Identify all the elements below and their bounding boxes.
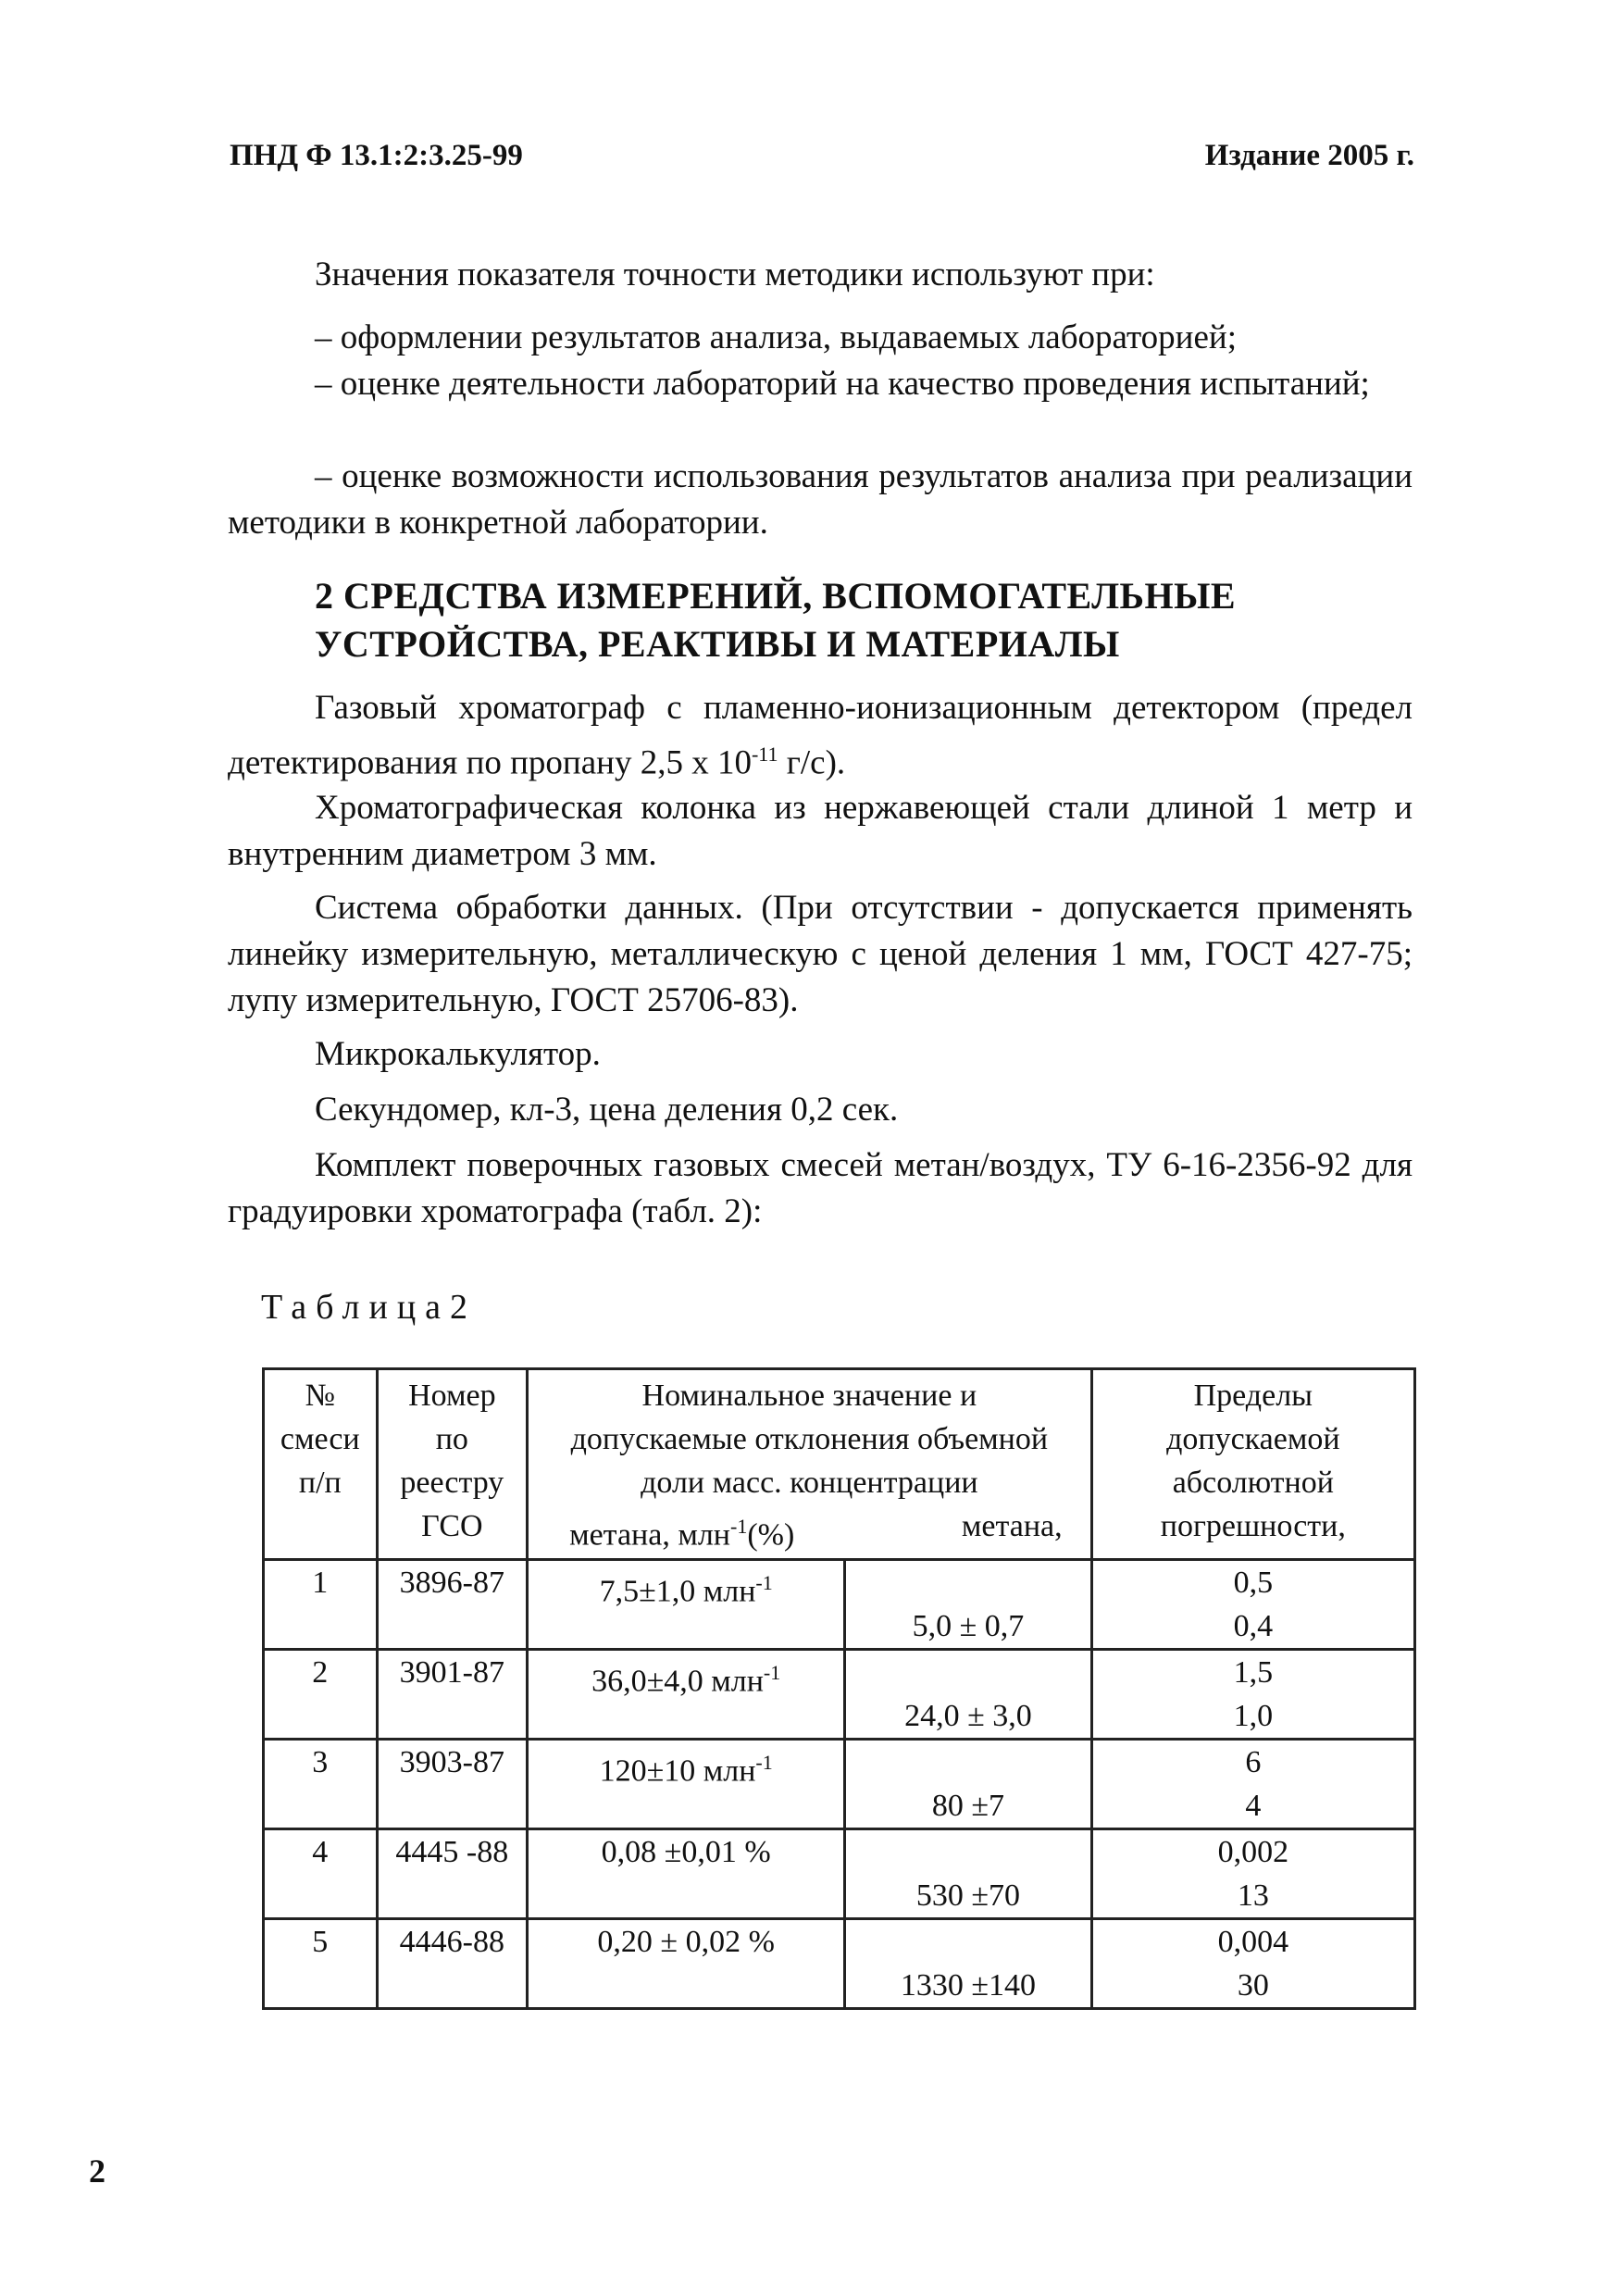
- gas-mixtures-paragraph: Комплект поверочных газовых смесей метан/воздух, ТУ 6-16-2356-92 для градуировки хроматографа (табл. 2):: [228, 1146, 1413, 1230]
- cell-gso: 4446-88: [377, 1919, 527, 2009]
- cell-number: 2: [264, 1650, 378, 1740]
- document-code: ПНД Ф 13.1:2:3.25-99: [230, 139, 523, 172]
- table-row: [264, 1650, 1415, 1740]
- header-gso-number: Номер по реестру ГСО: [377, 1369, 527, 1560]
- cell-volume: 7,5±1,0 млн$^{-1}$: [528, 1560, 845, 1650]
- header-nominal-value: Номинальное значение и допускаемые отклонения объемной доли масс. концентрации метана, млн$^{-1}$(%) метана,: [528, 1369, 1092, 1560]
- cell-volume: 0,20 ± 0,02 %: [528, 1919, 845, 2009]
- header-mass-subcolumn: метана,: [961, 1509, 1063, 1543]
- cell-mass: 530 ±70: [845, 1829, 1091, 1919]
- cell-mass: 80 ±7: [845, 1740, 1091, 1829]
- cell-error: 1,5 1,0: [1091, 1650, 1414, 1740]
- cell-error: 6 4: [1091, 1740, 1414, 1829]
- gso-table: [262, 1367, 1416, 2010]
- column-paragraph: Хроматографическая колонка из нержавеющей стали длиной 1 метр и внутренним диаметром 3 мм.: [228, 789, 1413, 873]
- data-system-paragraph: Система обработки данных. (При отсутствии - допускается применять линейку измерительную, металлическую с ценой деления 1 мм, ГОСТ 427-75; лупу измерительную, ГОСТ 25706-83).: [228, 889, 1413, 1019]
- cell-volume: 120±10 млн$^{-1}$: [528, 1740, 845, 1829]
- table-caption: Таблица2: [261, 1288, 478, 1327]
- intro-list-item-1: – оформлении результатов анализа, выдаваемых лабораторией;: [315, 318, 1237, 356]
- intro-list-item-2: – оценке деятельности лабораторий на качество проведения испытаний;: [315, 365, 1370, 403]
- intro-paragraph: Значения показателя точности методики используют при:: [315, 256, 1155, 293]
- chromatograph-exponent: -11: [751, 742, 778, 766]
- cell-mass: 24,0 ± 3,0: [845, 1650, 1091, 1740]
- table-row: [264, 1740, 1415, 1829]
- cell-volume: 0,08 ±0,01 %: [528, 1829, 845, 1919]
- chromatograph-text: Газовый хроматограф с пламенно-ионизационным детектором (предел детектирования по пропану 2,5 х 10: [228, 689, 1413, 782]
- header-volume-subcolumn: метана, млн$^{-1}$(%): [569, 1515, 795, 1553]
- cell-number: 1: [264, 1560, 378, 1650]
- cell-number: 3: [264, 1740, 378, 1829]
- cell-mass: 1330 ±140: [845, 1919, 1091, 2009]
- page-number: 2: [89, 2152, 106, 2190]
- table-row: [264, 1560, 1415, 1650]
- calculator-paragraph: Микрокалькулятор.: [315, 1035, 601, 1073]
- header-error-limits: Пределы допускаемой абсолютной погрешности,: [1091, 1369, 1414, 1560]
- cell-gso: 3903-87: [377, 1740, 527, 1829]
- table-row: [264, 1829, 1415, 1919]
- intro-list-item-3: – оценке возможности использования результатов анализа при реализации методики в конкретной лаборатории.: [228, 457, 1413, 542]
- chromatograph-text-end: г/с).: [778, 743, 846, 782]
- table-row: [264, 1919, 1415, 2009]
- section-heading-line-2: УСТРОЙСТВА, РЕАКТИВЫ И МАТЕРИАЛЫ: [315, 623, 1120, 665]
- chromatograph-paragraph: [228, 685, 1413, 786]
- section-heading-line-1: 2 СРЕДСТВА ИЗМЕРЕНИЙ, ВСПОМОГАТЕЛЬНЫЕ: [315, 575, 1237, 617]
- cell-error: 0,002 13: [1091, 1829, 1414, 1919]
- cell-error: 0,5 0,4: [1091, 1560, 1414, 1650]
- header-mixture-number: № смеси п/п: [264, 1369, 378, 1560]
- cell-gso: 3896-87: [377, 1560, 527, 1650]
- stopwatch-paragraph: Секундомер, кл-3, цена деления 0,2 сек.: [315, 1091, 899, 1129]
- cell-mass: 5,0 ± 0,7: [845, 1560, 1091, 1650]
- edition-label: Издание 2005 г.: [1204, 139, 1414, 172]
- cell-error: 0,004 30: [1091, 1919, 1414, 2009]
- section-heading: [315, 572, 1333, 668]
- cell-number: 4: [264, 1829, 378, 1919]
- table-header-row: [264, 1369, 1415, 1560]
- cell-gso: 3901-87: [377, 1650, 527, 1740]
- cell-number: 5: [264, 1919, 378, 2009]
- cell-gso: 4445 -88: [377, 1829, 527, 1919]
- cell-volume: 36,0±4,0 млн$^{-1}$: [528, 1650, 845, 1740]
